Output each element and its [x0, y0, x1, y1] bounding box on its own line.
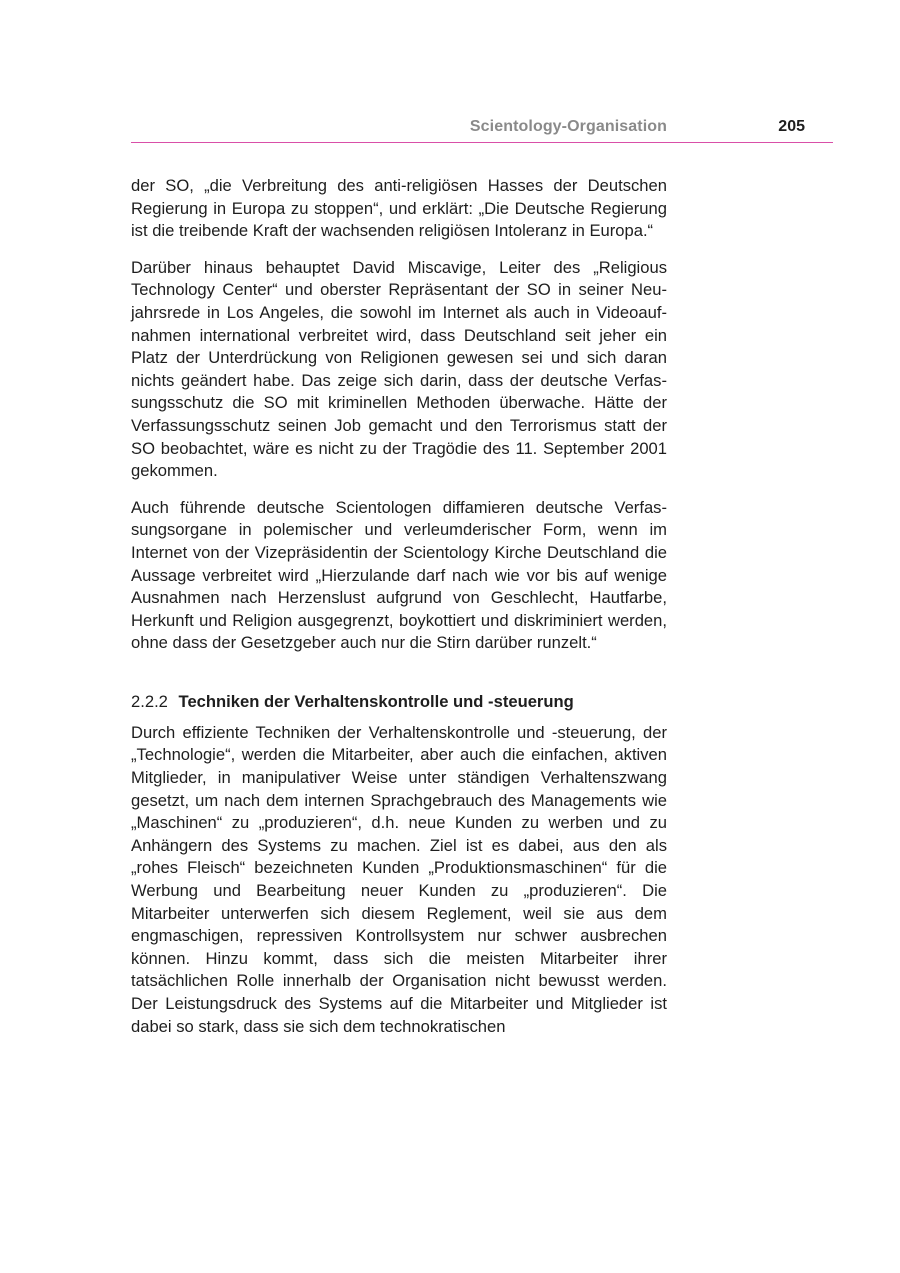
section-title: Techniken der Verhaltenskontrolle und -steuerung — [178, 691, 574, 711]
page-header — [131, 116, 833, 143]
section-heading — [131, 691, 667, 713]
paragraph: Darüber hinaus behauptet David Miscavige, Leiter des „Religious Technology Center“ und oberster Repräsentant der SO in seiner Neujahrsrede in Los Angeles, die sowohl im Internet als auch in Videoaufnahmen international verbreitet wird, dass Deutschland seit jeher ein Platz der Unterdrückung von Religionen gewesen sei und sich daran nichts geändert habe. Das zeige sich darin, dass der deutsche Verfassungsschutz die SO mit kriminellen Methoden überwache. Hätte der Verfassungsschutz seinen Job gemacht und den Terrorismus statt der SO beobachtet, wäre es nicht zu der Tragödie des 11. September 2001 gekommen. — [131, 257, 667, 481]
section-number: 2.2.2 — [131, 691, 168, 711]
paragraph: Durch effiziente Techniken der Verhaltenskontrolle und -steuerung, der „Technologie“, werden die Mitarbeiter, aber auch die einfachen, aktiven Mitglieder, in manipulativer Weise unter ständigen Verhaltenszwang gesetzt, um nach dem internen Sprachgebrauch des Managements wie „Maschinen“ zu „produzieren“, d.h. neue Kunden zu werben und zu Anhängern des Systems zu machen. Ziel ist es dabei, aus den als „rohes Fleisch“ bezeichneten Kunden „Produktionsmaschinen“ für die Werbung und Bearbeitung neuer Kunden zu „produzieren“. Die Mitarbeiter unterwerfen sich diesem Reglement, weil sie aus dem engmaschigen, repressiven Kontrollsystem nur schwer ausbrechen können. Hinzu kommt, dass sich die meisten Mitarbeiter ihrer tatsächlichen Rolle innerhalb der Organisation nicht bewusst werden. Der Leistungsdruck des Systems auf die Mitarbeiter und Mitglieder ist dabei so stark, dass sie sich dem technokratischen — [131, 722, 667, 1036]
page-number: 205 — [778, 118, 805, 135]
text-column — [131, 175, 667, 1052]
running-title: Scientology-Organisation — [469, 118, 667, 135]
paragraph: der SO, „die Verbreitung des anti-religiösen Hasses der Deutschen Regierung in Europa zu stoppen“, und erklärt: „Die Deutsche Regierung ist die treibende Kraft der wachsenden religiösen Intoleranz in Europa.“ — [131, 176, 667, 241]
paragraph: Auch führende deutsche Scientologen diffamieren deutsche Verfassungsorgane in polemischer und verleumderischer Form, wenn im Internet von der Vizepräsidentin der Scientology Kirche Deutschland die Aussage verbreitet wird „Hierzulande darf nach wie vor bis auf wenige Ausnahmen nach Herzenslust aufgrund von Geschlecht, Hautfarbe, Herkunft und Religion ausgegrenzt, boykottiert und diskriminiert werden, ohne dass der Gesetzgeber auch nur die Stirn darüber runzelt.“ — [131, 497, 667, 653]
